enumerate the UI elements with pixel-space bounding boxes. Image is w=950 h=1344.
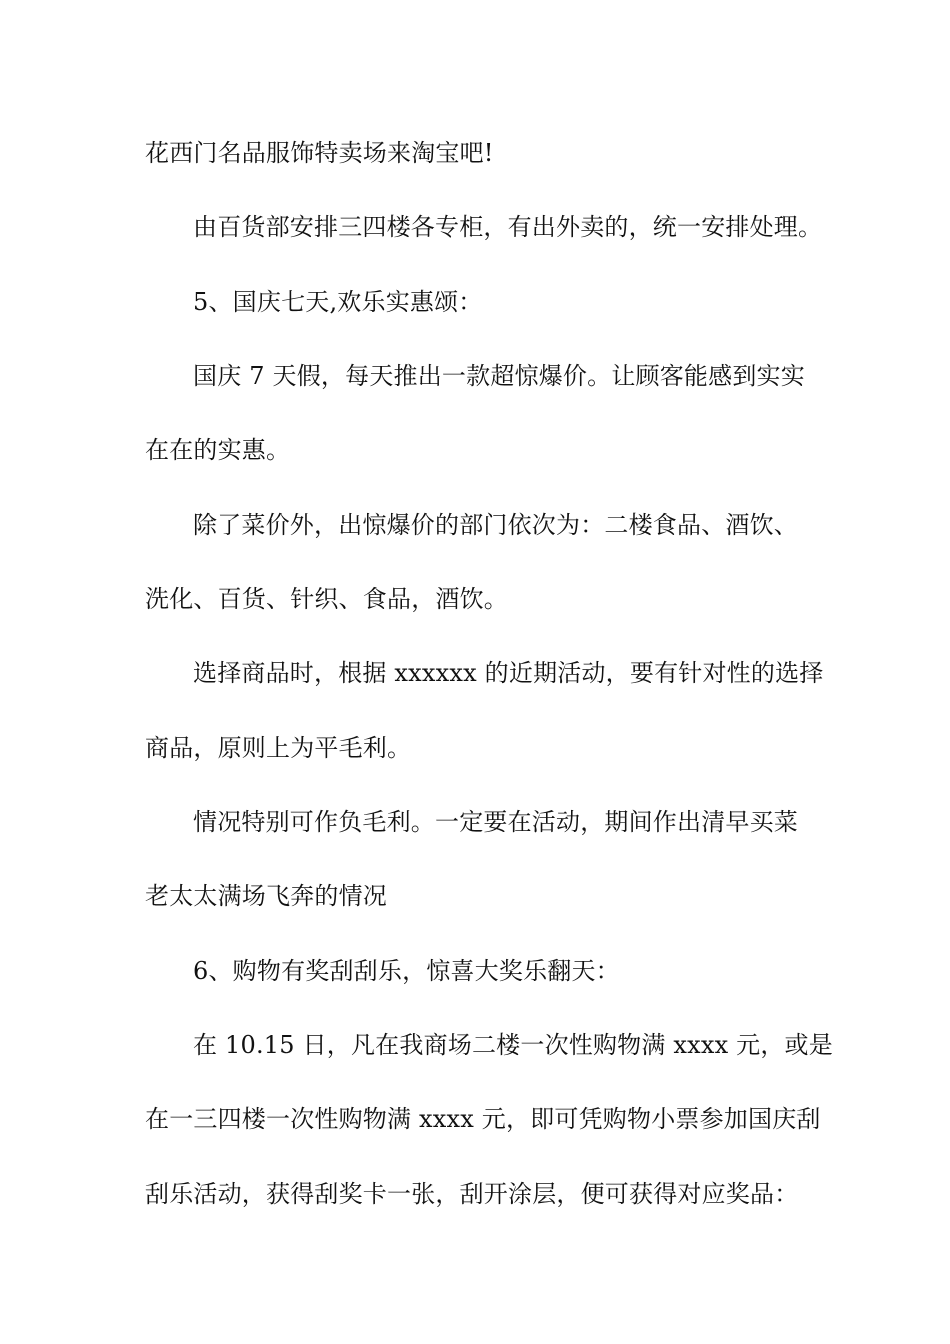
text-line: 刮乐活动，获得刮奖卡一张，刮开涂层，便可获得对应奖品： (145, 1180, 799, 1208)
text-line: 选择商品时，根据 xxxxxx 的近期活动，要有针对性的选择 (193, 659, 824, 687)
text-line: 情况特别可作负毛利。一定要在活动，期间作出清早买菜 (193, 808, 798, 836)
text-line: 在 10.15 日，凡在我商场二楼一次性购物满 xxxx 元，或是 (193, 1031, 833, 1059)
text-line: 5、国庆七天,欢乐实惠颂： (193, 288, 483, 316)
text-line: 老太太满场飞奔的情况 (145, 882, 387, 910)
text-line: 国庆 7 天假，每天推出一款超惊爆价。让顾客能感到实实 (193, 362, 805, 390)
text-line: 商品，原则上为平毛利。 (145, 734, 412, 762)
text-line: 由百货部安排三四楼各专柜，有出外卖的，统一安排处理。 (193, 213, 823, 241)
text-line: 在一三四楼一次性购物满 xxxx 元，即可凭购物小票参加国庆刮 (145, 1105, 821, 1133)
text-line: 花西门名品服饰特卖场来淘宝吧! (145, 139, 494, 167)
text-line: 洗化、百货、针织、食品，酒饮。 (145, 585, 508, 613)
text-line: 6、购物有奖刮刮乐，惊喜大奖乐翻天： (193, 957, 620, 985)
text-line: 除了菜价外，出惊爆价的部门依次为：二楼食品、酒饮、 (193, 511, 798, 539)
text-line: 在在的实惠。 (145, 436, 291, 464)
